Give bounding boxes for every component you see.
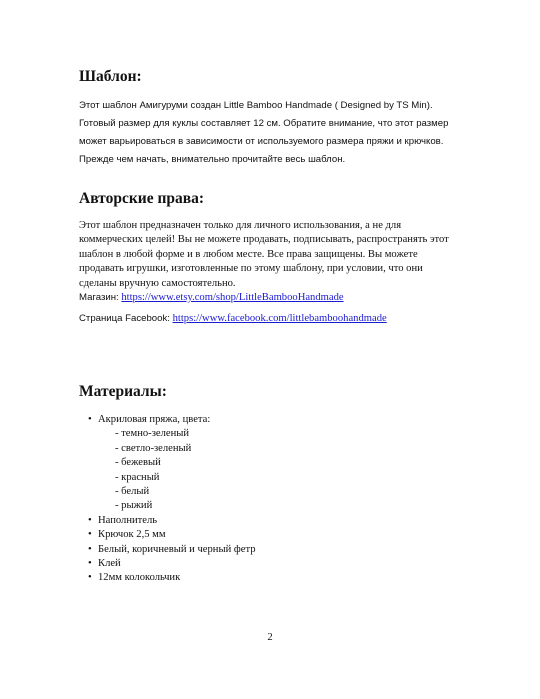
pattern-heading: Шаблон: [79,68,142,85]
color-item: - рыжий [115,500,153,512]
list-item: • Клей [88,557,256,571]
list-item: • Крючок 2,5 мм [88,528,256,542]
list-item [88,413,256,514]
facebook-line [79,312,479,326]
shop-line [79,291,479,305]
shop-link[interactable]: https://www.etsy.com/shop/LittleBambooHandmade [121,292,344,304]
pattern-line: может варьироваться в зависимости от используемого размера пряжи и крючков. [79,136,444,147]
color-item: - белый [115,486,150,498]
list-item: • 12мм колокольчик [88,571,256,585]
color-item: - темно-зеленый [115,428,190,440]
pattern-text [79,97,479,169]
copyright-line: коммерческих целей! Вы не можете продавать, подписывать, распространять этот [79,234,449,246]
copyright-text [79,219,479,305]
color-item: - светло-зеленый [115,442,192,454]
facebook-link[interactable]: https://www.facebook.com/littlebamboohandmade [172,313,387,324]
shop-label: Магазин: [79,292,122,304]
copyright-line: продавать игрушки, изготовленные по этому шаблону, при условии, что они [79,263,423,275]
copyright-line: Этот шаблон предназначен только для личного использования, а не для [79,220,402,231]
materials-heading: Материалы: [79,383,167,400]
pattern-line: Прежде чем начать, внимательно прочитайте весь шаблон. [79,154,346,165]
pattern-line: Готовый размер для куклы составляет 12 см. Обратите внимание, что этот размер [79,118,449,129]
yarn-colors-list [98,427,256,513]
color-item: - красный [115,471,160,483]
copyright-line: сделаны вручную самостоятельно. [79,277,236,289]
yarn-label: Акриловая пряжа, цвета: [98,414,211,425]
pattern-line: Этот шаблон Амигуруми создан Little Bamboo Handmade ( Designed by TS Min). [79,100,433,111]
copyright-line: шаблон в любой форме и в любом месте. Все права защищены. Вы можете [79,248,418,260]
list-item: • Белый, коричневый и черный фетр [88,543,256,557]
list-item: • Наполнитель [88,514,256,528]
materials-list [88,413,256,586]
facebook-label: Страница Facebook: [79,313,173,324]
page-number: 2 [267,632,273,643]
copyright-heading: Авторские права: [79,190,205,207]
color-item: - бежевый [115,457,161,469]
